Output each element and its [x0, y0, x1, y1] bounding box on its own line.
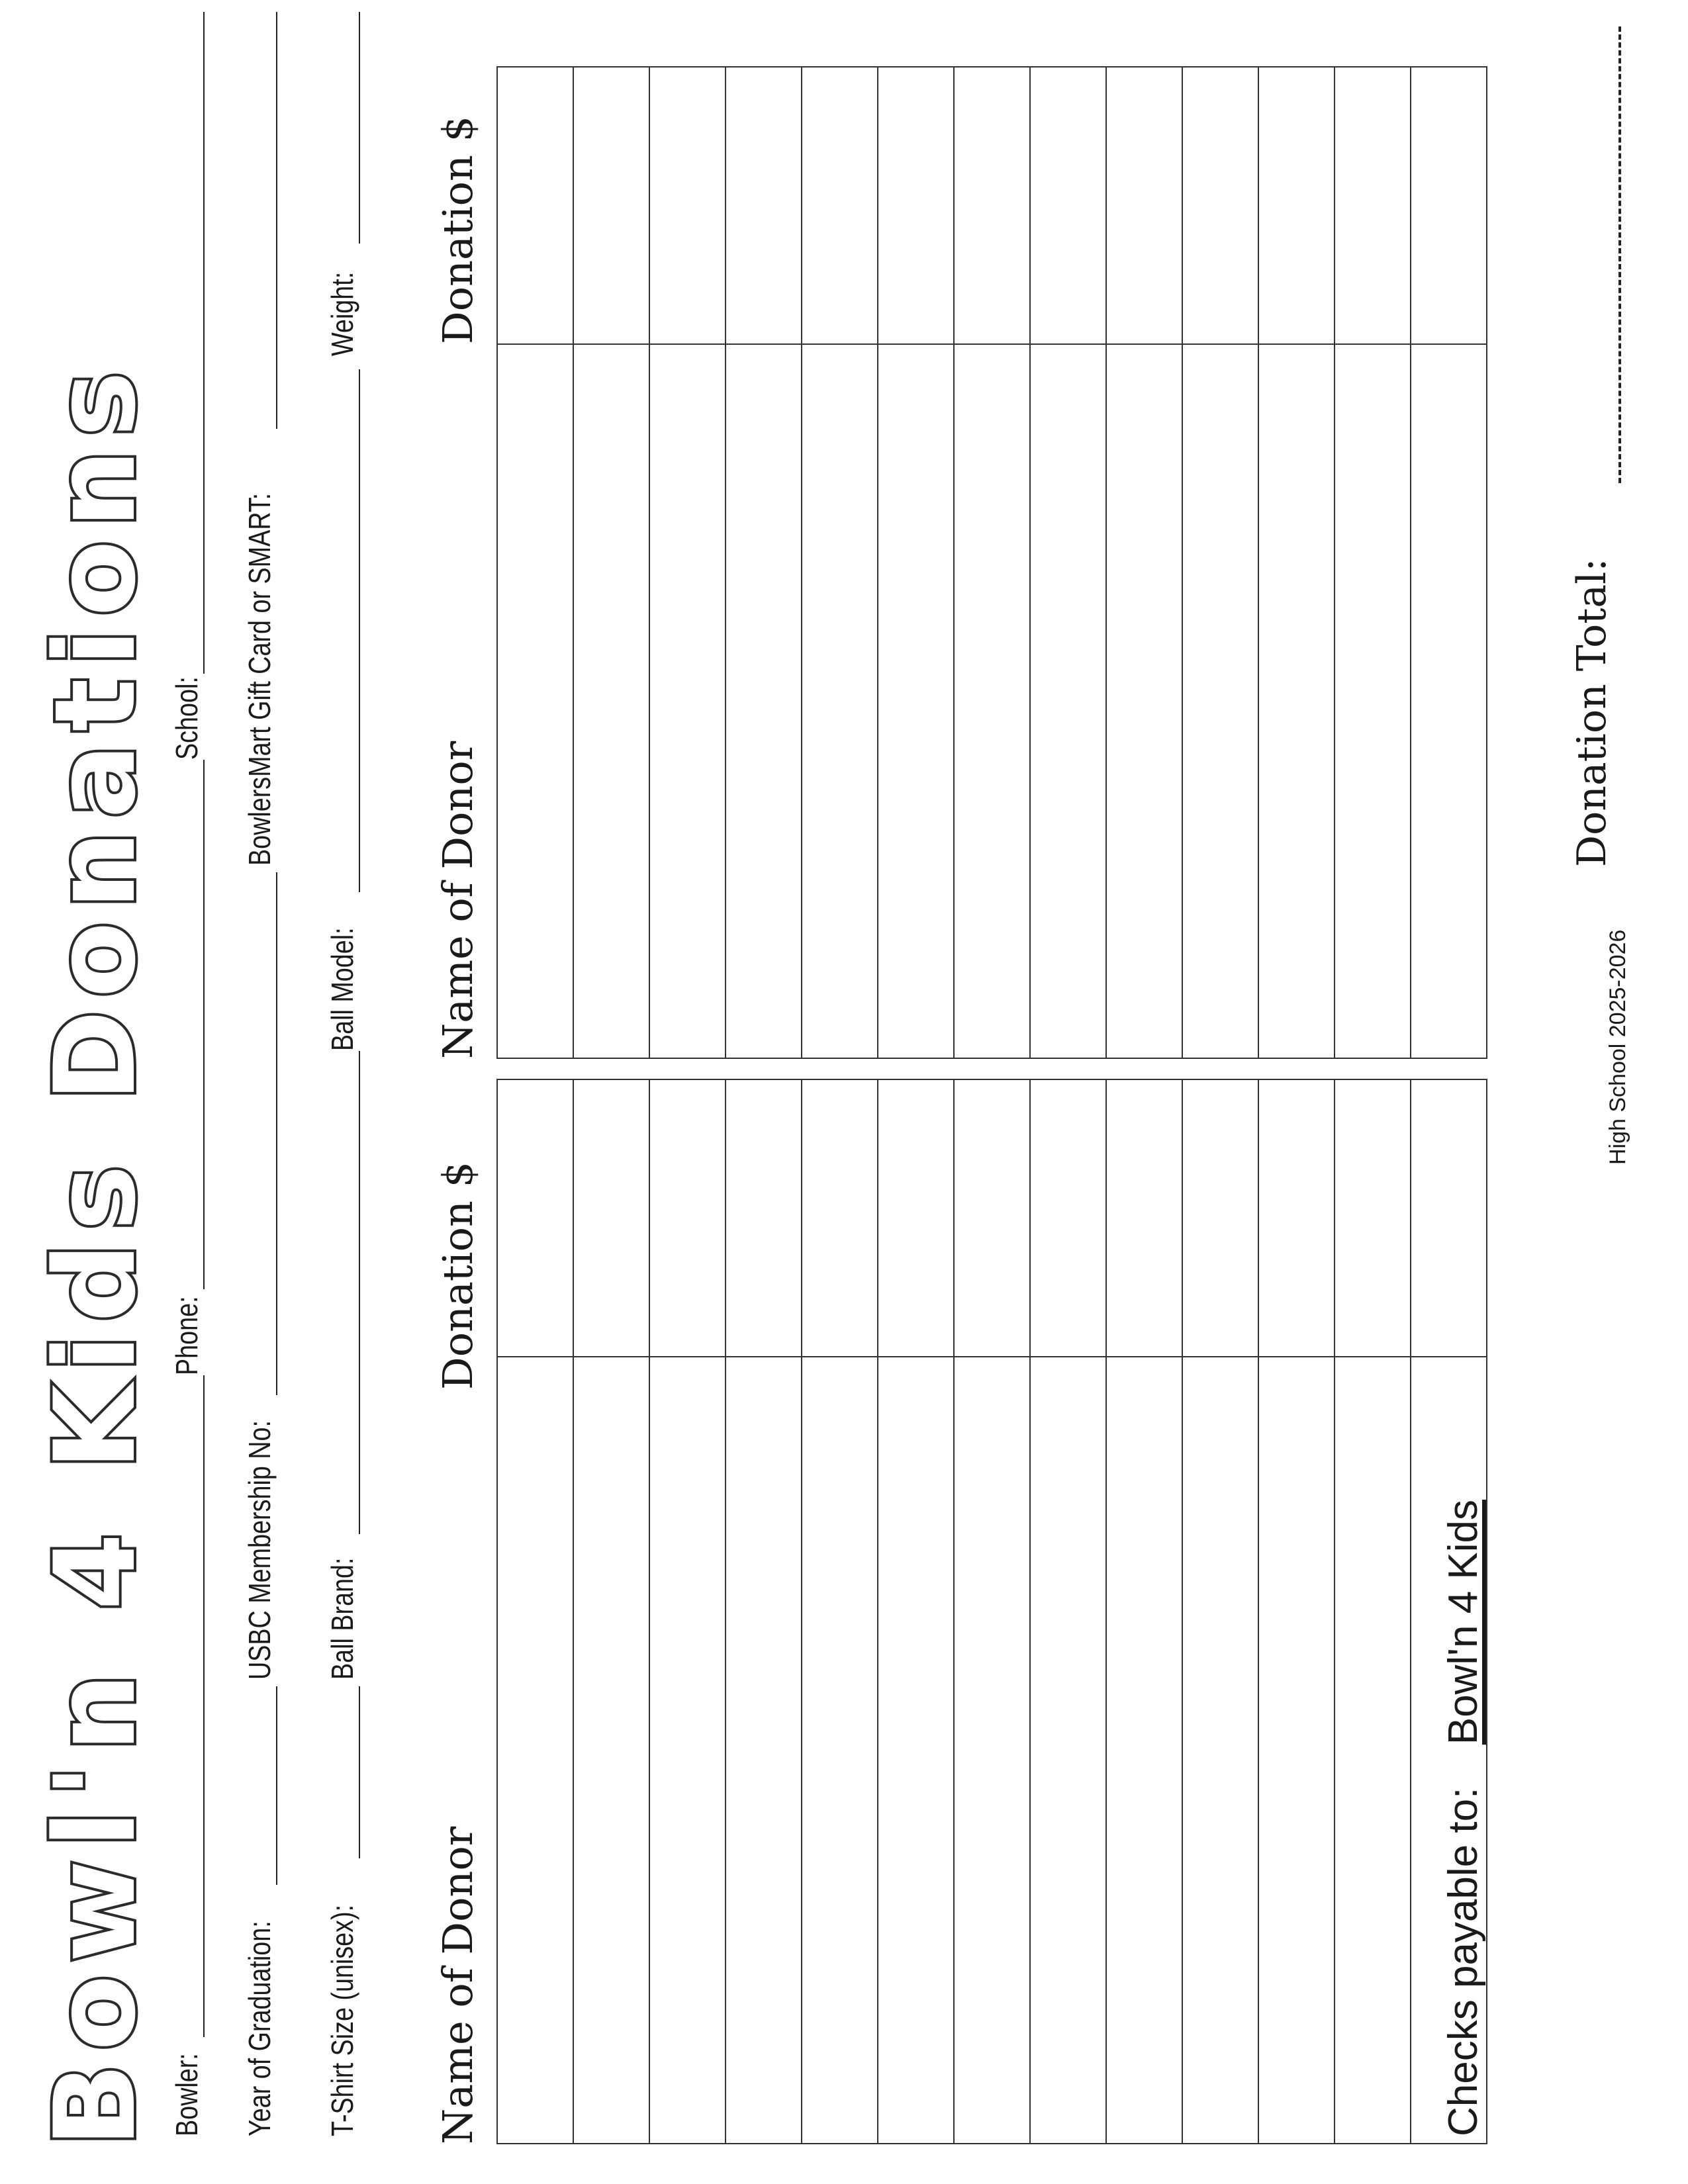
checks-payable-line [1440, 1500, 1487, 2136]
donor-name-cell[interactable] [1335, 344, 1411, 1058]
donation-total-field[interactable] [1618, 26, 1621, 483]
donor-name-cell[interactable] [1258, 344, 1335, 1058]
donation-amount-cell[interactable] [1182, 67, 1258, 344]
donation-row [1335, 1079, 1411, 2144]
donor-name-cell[interactable] [497, 344, 573, 1058]
donation-row [1106, 1079, 1182, 2144]
donation-row [573, 1079, 649, 2144]
donor-name-cell[interactable] [497, 1357, 573, 2144]
gift-card-label: BowlersMart Gift Card or SMART: [242, 492, 277, 866]
donation-row [954, 1079, 1030, 2144]
donation-row [726, 1079, 802, 2144]
donor-name-cell[interactable] [878, 1357, 954, 2144]
donation-amount-cell[interactable] [878, 1079, 954, 1357]
donor-name-cell[interactable] [649, 1357, 726, 2144]
gift-card-field[interactable] [276, 12, 277, 429]
donation-row [726, 67, 802, 1058]
donation-row [878, 1079, 954, 2144]
donation-total-label: Donation Total: [1569, 558, 1615, 867]
donation-amount-cell[interactable] [497, 67, 573, 344]
donor-name-cell[interactable] [1258, 1357, 1335, 2144]
donation-row [497, 67, 573, 1058]
donation-amount-cell[interactable] [954, 1079, 1030, 1357]
donation-row [802, 67, 878, 1058]
donation-amount-cell[interactable] [1411, 67, 1487, 344]
donor-name-cell[interactable] [1411, 344, 1487, 1058]
donor-name-cell[interactable] [878, 344, 954, 1058]
row-tshirt-ball [311, 151, 364, 2136]
left-donation-table [496, 1079, 1487, 2144]
right-donation-table [496, 66, 1487, 1059]
weight-label: Weight: [325, 271, 359, 356]
checks-payable-prefix: Checks payable to: [1440, 1787, 1486, 2136]
donation-row [1258, 67, 1335, 1058]
season-note: High School 2025-2026 [1605, 929, 1630, 1165]
donation-amount-cell[interactable] [954, 67, 1030, 344]
donor-name-cell[interactable] [1335, 1357, 1411, 2144]
right-donation-amount-header: Donation $ [434, 115, 482, 344]
donation-amount-cell[interactable] [1182, 1079, 1258, 1357]
donation-amount-cell[interactable] [1030, 1079, 1106, 1357]
usbc-membership-label: USBC Membership No: [242, 1420, 277, 1680]
donation-row [1106, 67, 1182, 1058]
donor-name-cell[interactable] [726, 344, 802, 1058]
left-donation-amount-header: Donation $ [434, 1161, 482, 1390]
donor-name-cell[interactable] [1030, 1357, 1106, 2144]
donation-row [1258, 1079, 1335, 2144]
year-of-graduation-field[interactable] [276, 1686, 277, 1885]
donation-row [1182, 67, 1258, 1058]
tshirt-size-field[interactable] [359, 1686, 360, 1858]
donation-row [1030, 67, 1106, 1058]
donation-row [954, 67, 1030, 1058]
donor-name-cell[interactable] [802, 344, 878, 1058]
donor-name-cell[interactable] [649, 344, 726, 1058]
ball-model-label: Ball Model: [325, 927, 359, 1051]
donation-amount-cell[interactable] [1106, 1079, 1182, 1357]
donor-name-cell[interactable] [1106, 344, 1182, 1058]
donation-amount-cell[interactable] [802, 67, 878, 344]
donation-amount-cell[interactable] [878, 67, 954, 344]
donor-name-cell[interactable] [954, 1357, 1030, 2144]
donation-row [1030, 1079, 1106, 2144]
donor-name-cell[interactable] [1030, 344, 1106, 1058]
donor-name-cell[interactable] [954, 344, 1030, 1058]
phone-field[interactable] [203, 760, 205, 1289]
bowler-label: Bowler: [169, 2053, 204, 2136]
donation-amount-cell[interactable] [1030, 67, 1106, 344]
donation-amount-cell[interactable] [649, 1079, 726, 1357]
donor-name-cell[interactable] [1106, 1357, 1182, 2144]
row-bowler-phone-school [156, 151, 209, 2136]
donation-amount-cell[interactable] [573, 1079, 649, 1357]
donation-amount-cell[interactable] [1335, 67, 1411, 344]
ball-brand-field[interactable] [359, 1051, 360, 1534]
donation-row [1411, 67, 1487, 1058]
donation-row [1335, 67, 1411, 1058]
weight-field[interactable] [359, 12, 360, 244]
left-donation-table-body [497, 1079, 1487, 2144]
donor-name-cell[interactable] [1182, 1357, 1258, 2144]
right-donation-table-body [497, 67, 1487, 1058]
donor-name-cell[interactable] [726, 1357, 802, 2144]
donation-amount-cell[interactable] [802, 1079, 878, 1357]
donor-name-cell[interactable] [573, 344, 649, 1058]
donation-amount-cell[interactable] [497, 1079, 573, 1357]
right-name-of-donor-header: Name of Donor [434, 741, 482, 1059]
donor-name-cell[interactable] [573, 1357, 649, 2144]
donation-amount-cell[interactable] [1258, 1079, 1335, 1357]
donation-amount-cell[interactable] [726, 67, 802, 344]
donation-row [649, 1079, 726, 2144]
ball-brand-label: Ball Brand: [325, 1557, 359, 1680]
school-label: School: [169, 676, 204, 760]
donation-row [802, 1079, 878, 2144]
ball-model-field[interactable] [359, 369, 360, 892]
tshirt-size-label: T-Shirt Size (unisex): [325, 1904, 359, 2136]
donation-amount-cell[interactable] [1106, 67, 1182, 344]
donation-amount-cell[interactable] [649, 67, 726, 344]
donor-name-cell[interactable] [1182, 344, 1258, 1058]
donation-amount-cell[interactable] [573, 67, 649, 344]
row-graduation-usbc-giftcard [228, 151, 281, 2136]
checks-payee: Bowl'n 4 Kids [1440, 1499, 1486, 1745]
donation-row [573, 67, 649, 1058]
year-of-graduation-label: Year of Graduation: [242, 1921, 277, 2136]
bowler-field[interactable] [203, 1375, 205, 2037]
donation-row [1182, 1079, 1258, 2144]
donation-row [649, 67, 726, 1058]
donation-amount-cell[interactable] [1258, 67, 1335, 344]
phone-label: Phone: [169, 1296, 204, 1375]
donor-name-cell[interactable] [802, 1357, 878, 2144]
donation-amount-cell[interactable] [1335, 1079, 1411, 1357]
donation-row [878, 67, 954, 1058]
left-name-of-donor-header: Name of Donor [434, 1826, 482, 2144]
form-title: Bowl'n 4 Kids Donations [30, 359, 160, 2148]
school-field[interactable] [203, 12, 205, 674]
donation-amount-cell[interactable] [726, 1079, 802, 1357]
usbc-membership-field[interactable] [276, 872, 277, 1395]
donation-row [497, 1079, 573, 2144]
donation-amount-cell[interactable] [1411, 1079, 1487, 1357]
